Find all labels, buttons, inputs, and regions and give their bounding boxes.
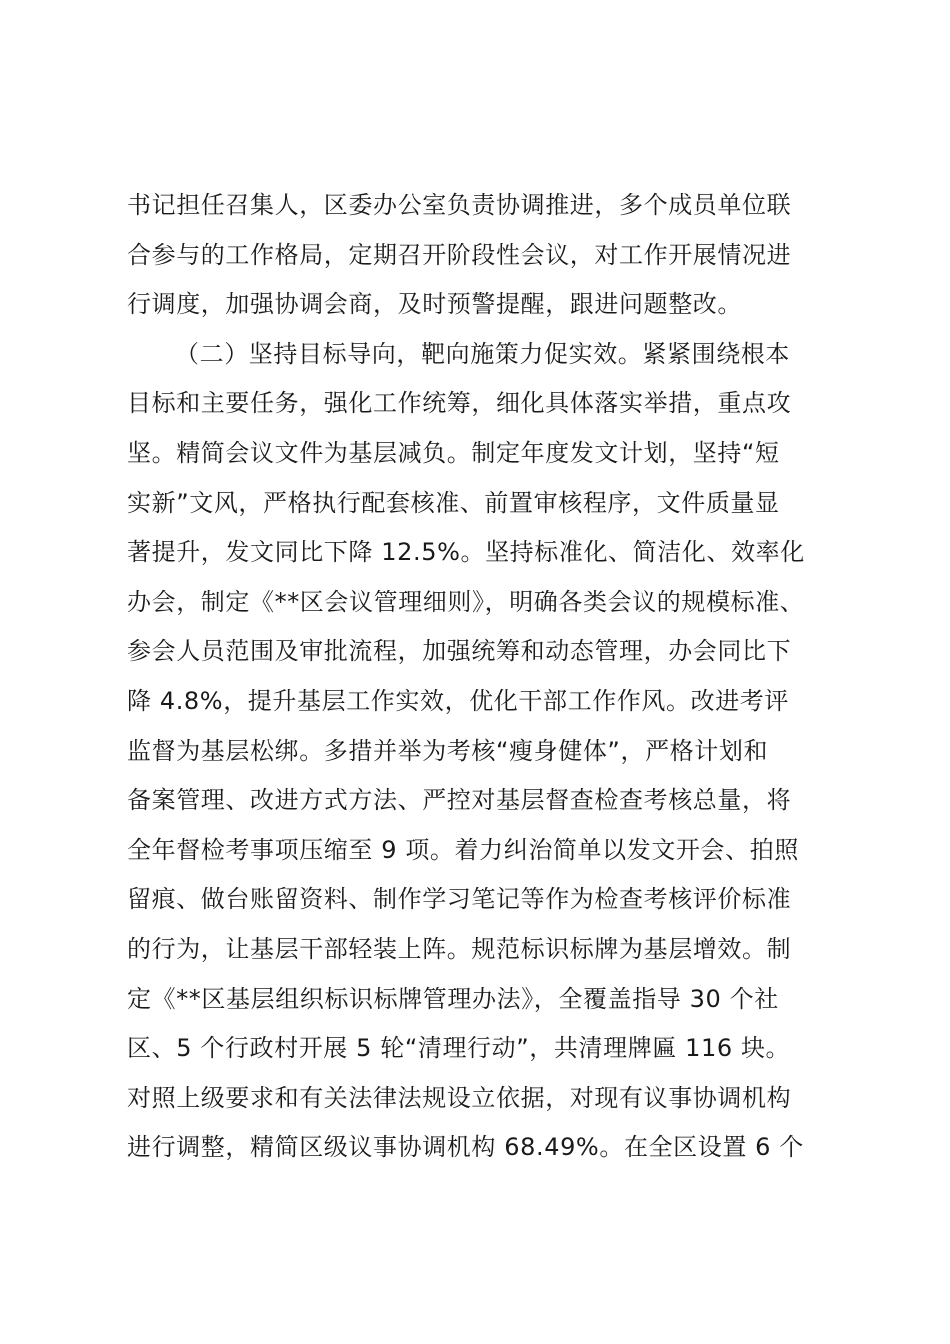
text-line: 坚。精简会议文件为基层减负。制定年度发文计划，坚持“短: [127, 438, 780, 467]
document-body: [127, 181, 837, 1173]
text-line: 实新”文风，严格执行配套核准、前置审核程序，文件质量显: [127, 488, 780, 517]
text-line: 的行为，让基层干部轻装上阵。规范标识标牌为基层增效。制: [127, 934, 792, 963]
text-line: 著提升，发文同比下降 12.5%。坚持标准化、简洁化、效率化: [127, 538, 805, 567]
text-line: 目标和主要任务，强化工作统筹，细化具体落实举措，重点攻: [127, 389, 792, 418]
section-heading-line: （二）坚持目标导向，靶向施策力促实效。紧紧围绕根本: [175, 339, 790, 368]
text-line: 备案管理、改进方式方法、严控对基层督查检查考核总量，将: [127, 786, 792, 815]
text-line: 降 4.8%，提升基层工作实效，优化干部工作作风。改进考评: [127, 686, 789, 715]
text-line: 监督为基层松绑。多措并举为考核“瘦身健体”，严格计划和: [127, 736, 769, 765]
text-line: 定《**区基层组织标识标牌管理办法》，全覆盖指导 30 个社: [127, 984, 779, 1013]
text-line: 进行调整，精简区级议事协调机构 68.49%。在全区设置 6 个: [127, 1133, 804, 1162]
text-line: 对照上级要求和有关法律法规设立依据，对现有议事协调机构: [127, 1083, 792, 1112]
text-line: 合参与的工作格局，定期召开阶段性会议，对工作开展情况进: [127, 240, 792, 269]
text-line: 全年督检考事项压缩至 9 项。着力纠治简单以发文开会、拍照: [127, 835, 799, 864]
text-line: 区、5 个行政村开展 5 轮“清理行动”，共清理牌匾 116 块。: [127, 1034, 791, 1063]
text-line: 留痕、做台账留资料、制作学习笔记等作为检查考核评价标准: [127, 885, 792, 914]
text-line: 行调度，加强协调会商，及时预警提醒，跟进问题整改。: [127, 290, 742, 319]
text-line: 参会人员范围及审批流程，加强统筹和动态管理，办会同比下: [127, 637, 792, 666]
text-line: 书记担任召集人，区委办公室负责协调推进，多个成员单位联: [127, 191, 792, 219]
text-line: 办会，制定《**区会议管理细则》，明确各类会议的规模标准、: [127, 587, 805, 616]
